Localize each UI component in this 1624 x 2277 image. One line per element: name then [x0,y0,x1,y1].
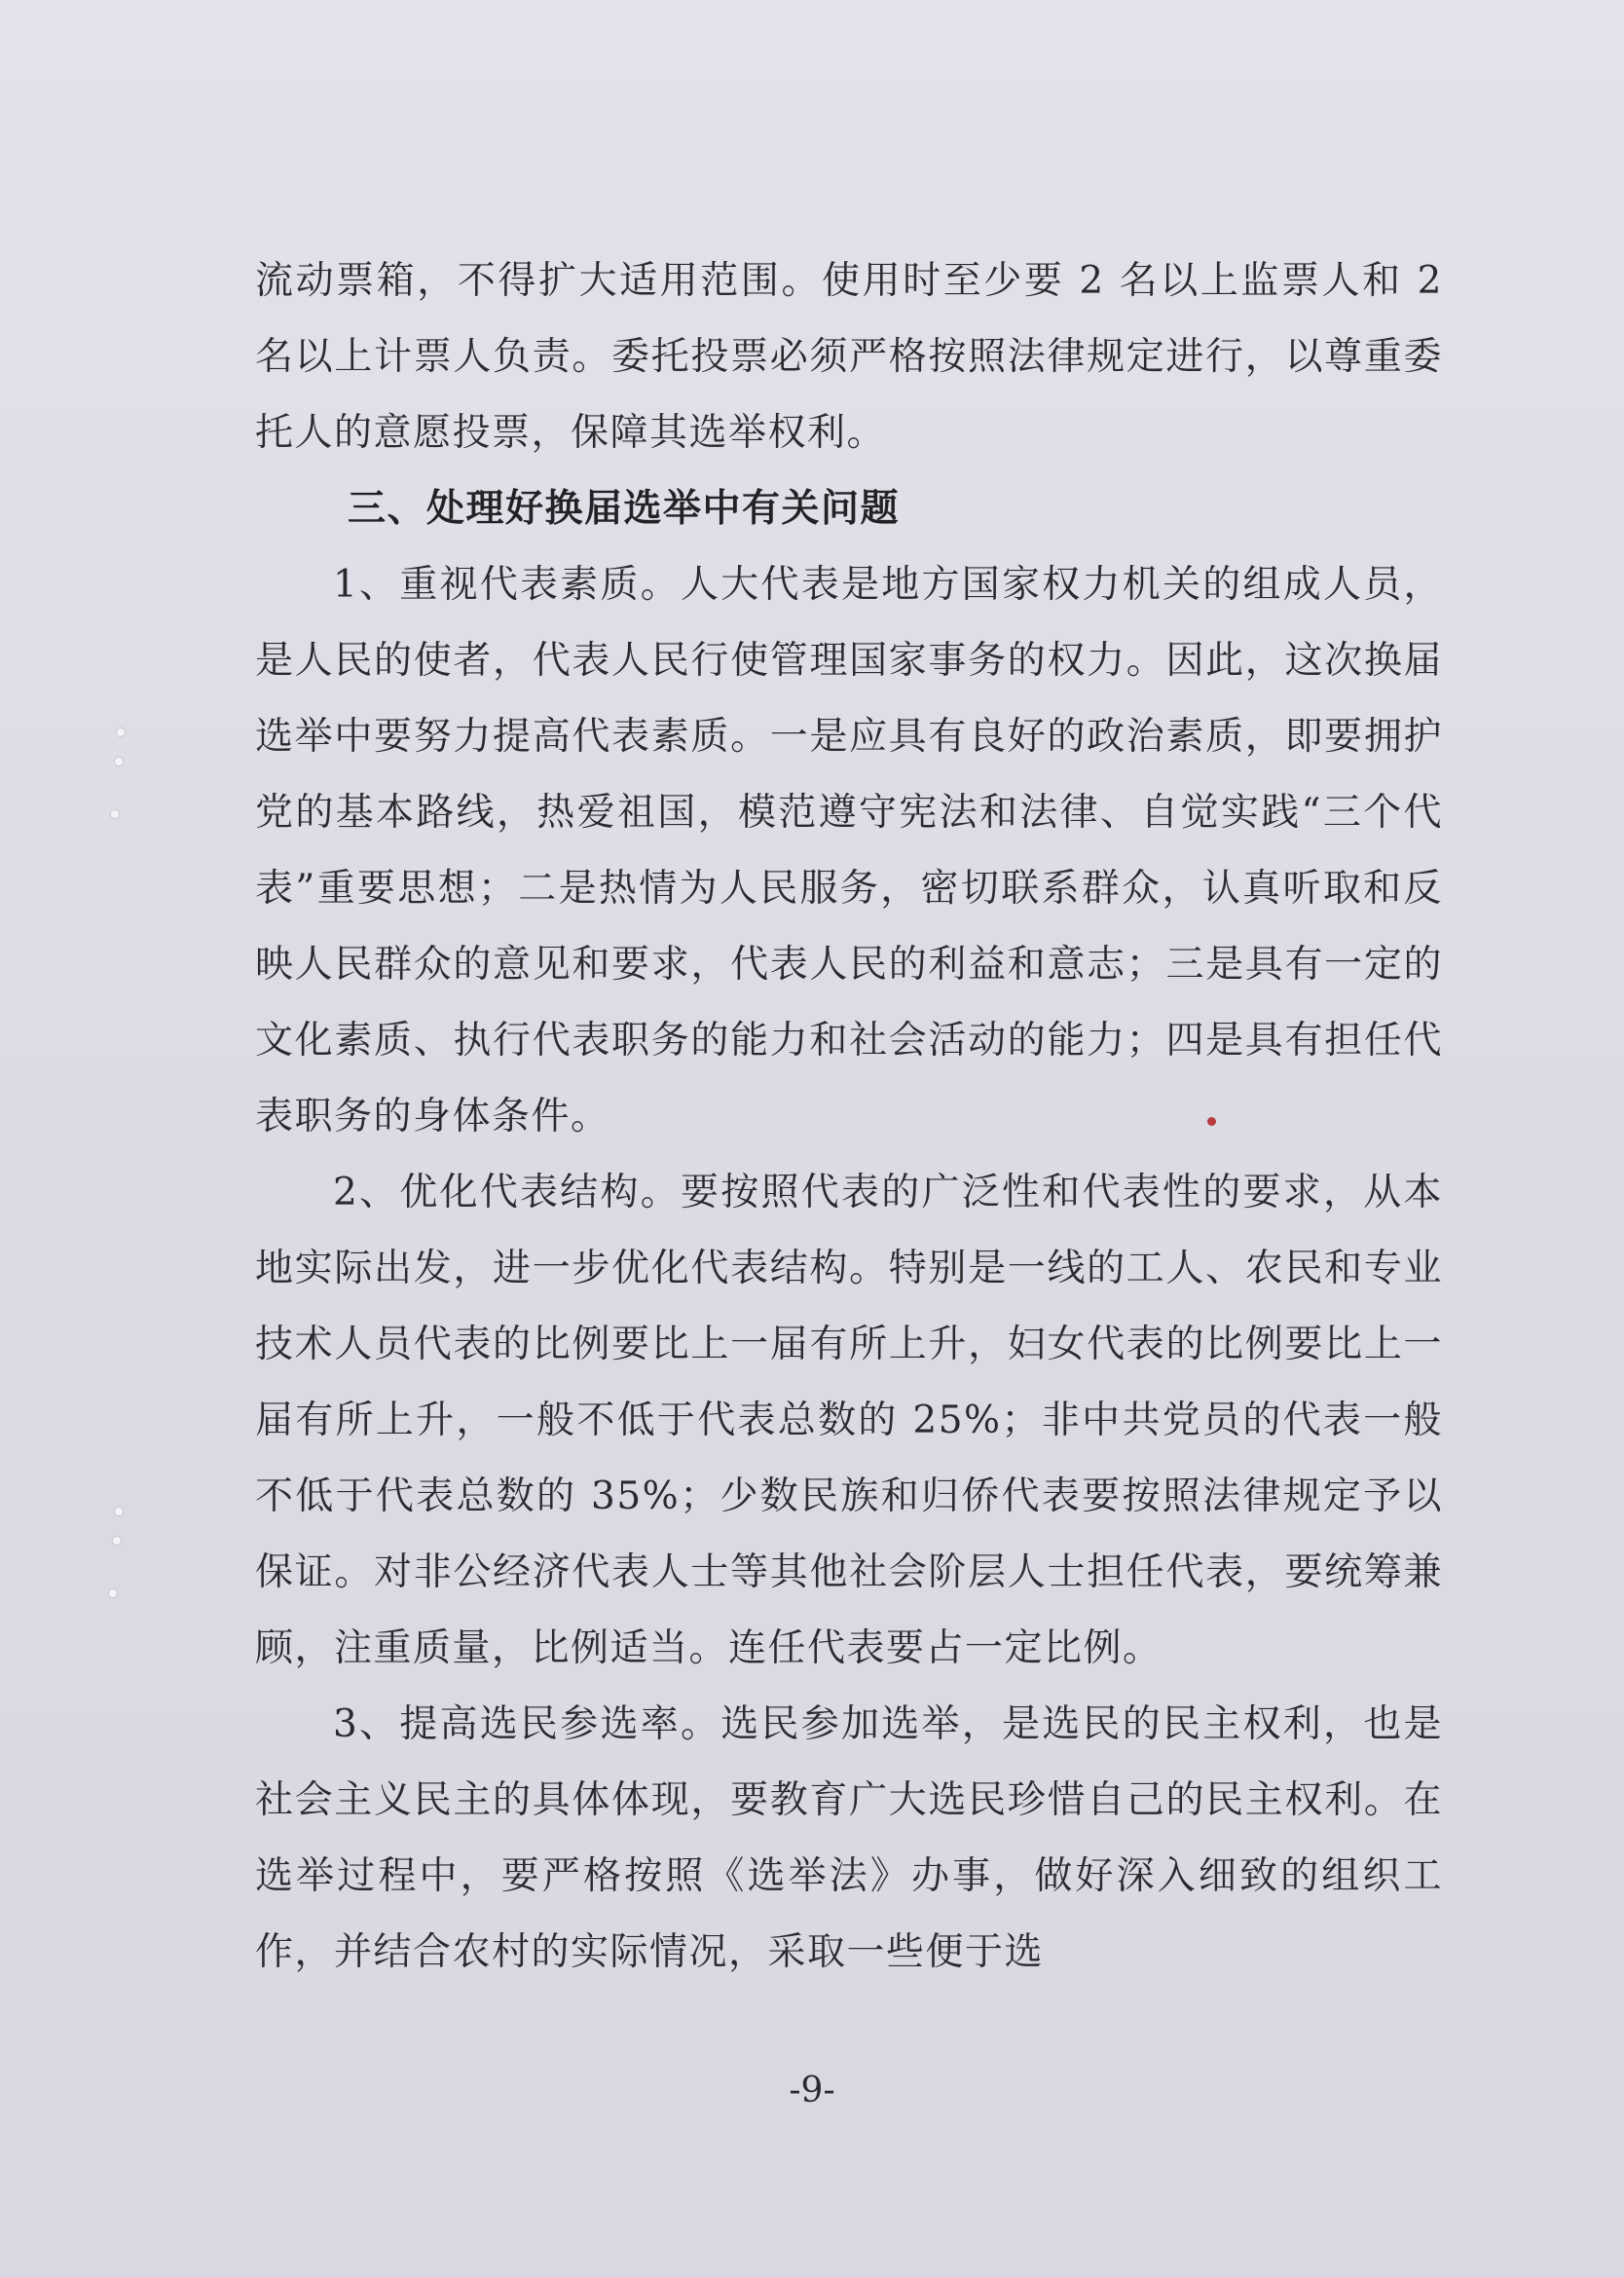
item-paragraph-2: 2、优化代表结构。要按照代表的广泛性和代表性的要求，从本地实际出发，进一步优化代表结构。特别是一线的工人、农民和专业技术人员代表的比例要比上一届有所上升，妇女代表的比例要比上一届有所上升，一般不低于代表总数的 25%；非中共党员的代表一般不低于代表总数的 35%；少数民族和归侨代表要按照法律规定予以保证。对非公经济代表人士等其他社会阶层人士担任代表，要统筹兼顾，注重质量，比例适当。连任代表要占一定比例。 [255,1171,1443,1670]
ink-mark [1207,1117,1216,1126]
punch-hole-3 [111,810,119,818]
punch-hole-2 [115,758,123,765]
punch-hole-1 [117,728,125,736]
item-paragraph-1: 1、重视代表素质。人大代表是地方国家权力机关的组成人员，是人民的使者，代表人民行使管理国家事务的权力。因此，这次换届选举中要努力提高代表素质。一是应具有良好的政治素质，即要拥护党的基本路线，热爱祖国，模范遵守宪法和法律、自觉实践“三个代表”重要思想；二是热情为人民服务，密切联系群众，认真听取和反映人民群众的意见和要求，代表人民的利益和意志；三是具有一定的文化素质、执行代表职务的能力和社会活动的能力；四是具有担任代表职务的身体条件。 [255,563,1443,1138]
item-paragraph-3: 3、提高选民参选率。选民参加选举，是选民的民主权利，也是社会主义民主的具体体现，要教育广大选民珍惜自己的民主权利。在选举过程中，要严格按照《选举法》办事，做好深入细致的组织工作，并结合农村的实际情况，采取一些便于选 [255,1702,1443,1974]
page-number: -9- [789,2071,835,2110]
punch-hole-6 [109,1589,117,1597]
punch-hole-4 [115,1508,123,1515]
section-heading: 三、处理好换届选举中有关问题 [348,487,901,531]
document-body [255,243,1443,1991]
continuation-paragraph: 流动票箱，不得扩大适用范围。使用时至少要 2 名以上监票人和 2 名以上计票人负责。委托投票必须严格按照法律规定进行，以尊重委托人的意愿投票，保障其选举权利。 [255,259,1443,455]
punch-hole-5 [113,1537,121,1545]
